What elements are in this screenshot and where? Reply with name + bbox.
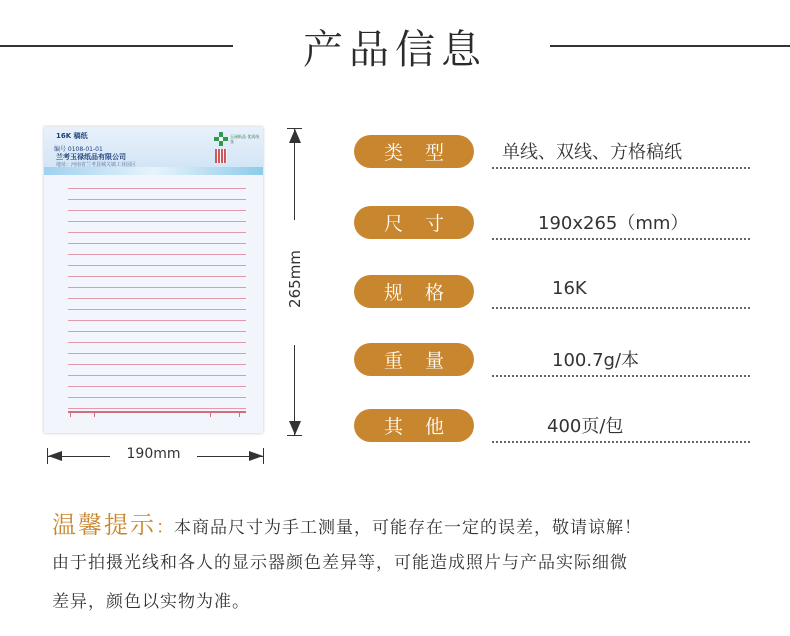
ruled-line xyxy=(68,232,246,233)
dotted-divider xyxy=(492,307,750,309)
ruled-line xyxy=(68,276,246,277)
height-dimension-label: 265mm xyxy=(286,250,304,308)
cover-address: 地址：河南省兰考县城关镇工业园区 xyxy=(56,162,137,168)
cover-code: 编号 0108-01-01 xyxy=(54,146,103,153)
spec-label-pill: 其他 xyxy=(354,409,474,442)
spec-value: 单线、双线、方格稿纸 xyxy=(502,142,682,163)
brand-logo-icon xyxy=(214,132,228,146)
cover-company: 兰考玉禄纸品有限公司 xyxy=(56,153,126,161)
dimension-cap-bottom xyxy=(287,435,302,436)
ruled-line xyxy=(68,386,246,387)
ruled-line xyxy=(68,287,246,288)
dimension-line-vertical xyxy=(294,128,295,220)
spec-row-other xyxy=(354,406,754,446)
header-divider-left xyxy=(0,45,233,47)
tip-text: 本商品尺寸为手工测量，可能存在一定的误差，敬请谅解！ xyxy=(174,518,642,538)
ruled-line xyxy=(68,364,246,365)
brand-text: 玉禄纸品 优质纸张 xyxy=(230,134,260,144)
ruled-line xyxy=(68,397,246,398)
footer-tick xyxy=(239,413,240,417)
tip-second-line: 由于拍摄光线和各人的显示器颜色差异等，可能造成照片与产品实际细微 xyxy=(52,553,628,573)
cover-stripe xyxy=(44,167,263,175)
spec-label-pill: 规格 xyxy=(354,275,474,308)
ruled-line xyxy=(68,199,246,200)
spec-value: 16K xyxy=(552,278,587,299)
footer-tick xyxy=(210,413,211,417)
product-image-writing-pad xyxy=(44,127,263,433)
header-divider-right xyxy=(550,45,790,47)
spec-row-type xyxy=(354,132,754,172)
spec-row-weight xyxy=(354,340,754,380)
tip-colon: ： xyxy=(156,517,174,538)
dotted-divider xyxy=(492,441,750,443)
spec-row-size xyxy=(354,203,754,243)
dimension-line-horizontal xyxy=(48,456,110,457)
ruled-line xyxy=(68,331,246,332)
tip-third-line: 差异，颜色以实物为准。 xyxy=(52,592,250,612)
ruled-line xyxy=(68,320,246,321)
spec-label-pill: 类型 xyxy=(354,135,474,168)
ruled-line xyxy=(68,221,246,222)
arrow-down-icon xyxy=(289,421,301,435)
dotted-divider xyxy=(492,167,750,169)
dotted-divider xyxy=(492,238,750,240)
page-title: 产品信息 xyxy=(303,27,487,73)
ruled-line xyxy=(68,309,246,310)
ruled-line xyxy=(68,298,246,299)
spec-row-format xyxy=(354,272,754,312)
pad-cover xyxy=(44,127,263,175)
ruled-line xyxy=(68,342,246,343)
barcode-icon xyxy=(215,149,227,163)
ruled-line xyxy=(68,408,246,409)
ruled-line xyxy=(68,188,246,189)
spec-value: 190x265（mm） xyxy=(538,213,689,234)
spec-label-pill: 重量 xyxy=(354,343,474,376)
ruled-line xyxy=(68,353,246,354)
arrow-right-icon xyxy=(249,451,263,461)
footer-tick xyxy=(94,413,95,417)
ruled-line xyxy=(68,254,246,255)
ruled-line xyxy=(68,210,246,211)
width-dimension-label: 190mm xyxy=(126,446,181,462)
spec-label-pill: 尺寸 xyxy=(354,206,474,239)
ruled-line xyxy=(68,243,246,244)
ruled-line xyxy=(68,265,246,266)
ruled-line xyxy=(68,375,246,376)
dotted-divider xyxy=(492,375,750,377)
footer-tick xyxy=(70,413,71,417)
arrow-up-icon xyxy=(289,129,301,143)
cover-title: 16K 稿纸 xyxy=(56,132,88,140)
spec-value: 100.7g/本 xyxy=(552,350,640,371)
spec-value: 400页/包 xyxy=(547,416,624,437)
dimension-cap-right xyxy=(263,448,264,464)
tip-label: 温馨提示 xyxy=(52,511,156,539)
tip-first-line xyxy=(52,505,782,540)
